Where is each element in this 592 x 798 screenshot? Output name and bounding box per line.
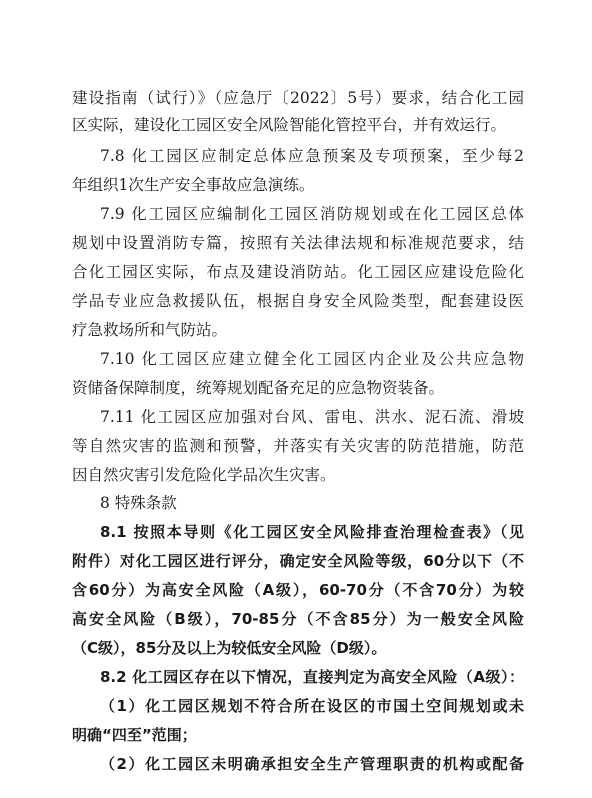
clause-8-2: 8.2 化工园区存在以下情况，直接判定为高安全风险（A级）： xyxy=(100,668,524,686)
text-line: 附件）对化工园区进行评分，确定安全风险等级，60分以下（不 xyxy=(72,552,524,570)
clause-7-11: 7.11 化工园区应加强对台风、雷电、洪水、泥石流、滑坡 xyxy=(100,408,524,426)
text-line: 因自然灾害引发危险化学品次生灾害。 xyxy=(72,466,336,484)
text-line: （C级），85分及以上为较低安全风险（D级）。 xyxy=(72,639,387,657)
clause-7-10: 7.10 化工园区应建立健全化工园区内企业及公共应急物 xyxy=(100,350,524,368)
text-line: 合化工园区实际，布点及建设消防站。化工园区应建设危险化 xyxy=(72,263,524,281)
clause-7-8: 7.8 化工园区应制定总体应急预案及专项预案，至少每2 xyxy=(100,147,524,165)
text-line: 含60分）为高安全风险（A级），60-70分（不含70分）为较 xyxy=(72,581,524,599)
text-line: 疗急救场所和气防站。 xyxy=(72,321,228,339)
text-line: 学品专业应急救援队伍，根据自身安全风险类型，配套建设医 xyxy=(72,292,524,310)
item-2: （2）化工园区未明确承担安全生产管理职责的机构或配备 xyxy=(100,755,524,773)
item-1: （1）化工园区规划不符合所在设区的市国土空间规划或未 xyxy=(100,697,524,715)
section-8-heading: 8 特殊条款 xyxy=(100,494,177,512)
text-line: 高安全风险（B级），70-85分（不含85分）为一般安全风险 xyxy=(72,610,524,628)
text-line: 建设指南（试行）》（应急厅〔2022〕5号）要求，结合化工园 xyxy=(72,89,524,107)
text-line: 资储备保障制度，统筹规划配备充足的应急物资装备。 xyxy=(72,379,445,397)
clause-8-1: 8.1 按照本导则《化工园区安全风险排查治理检查表》（见 xyxy=(100,523,524,541)
text-line: 等自然灾害的监测和预警，并落实有关灾害的防范措施，防范 xyxy=(72,437,524,455)
clause-7-9: 7.9 化工园区应编制化工园区消防规划或在化工园区总体 xyxy=(100,205,524,223)
text-line: 区实际，建设化工园区安全风险智能化管控平台，并有效运行。 xyxy=(72,116,507,134)
text-line: 规划中设置消防专篇，按照有关法律法规和标准规范要求，结 xyxy=(72,234,524,252)
text-line: 明确“四至”范围； xyxy=(72,726,197,744)
text-line: 年组织1次生产安全事故应急演练。 xyxy=(72,176,315,194)
